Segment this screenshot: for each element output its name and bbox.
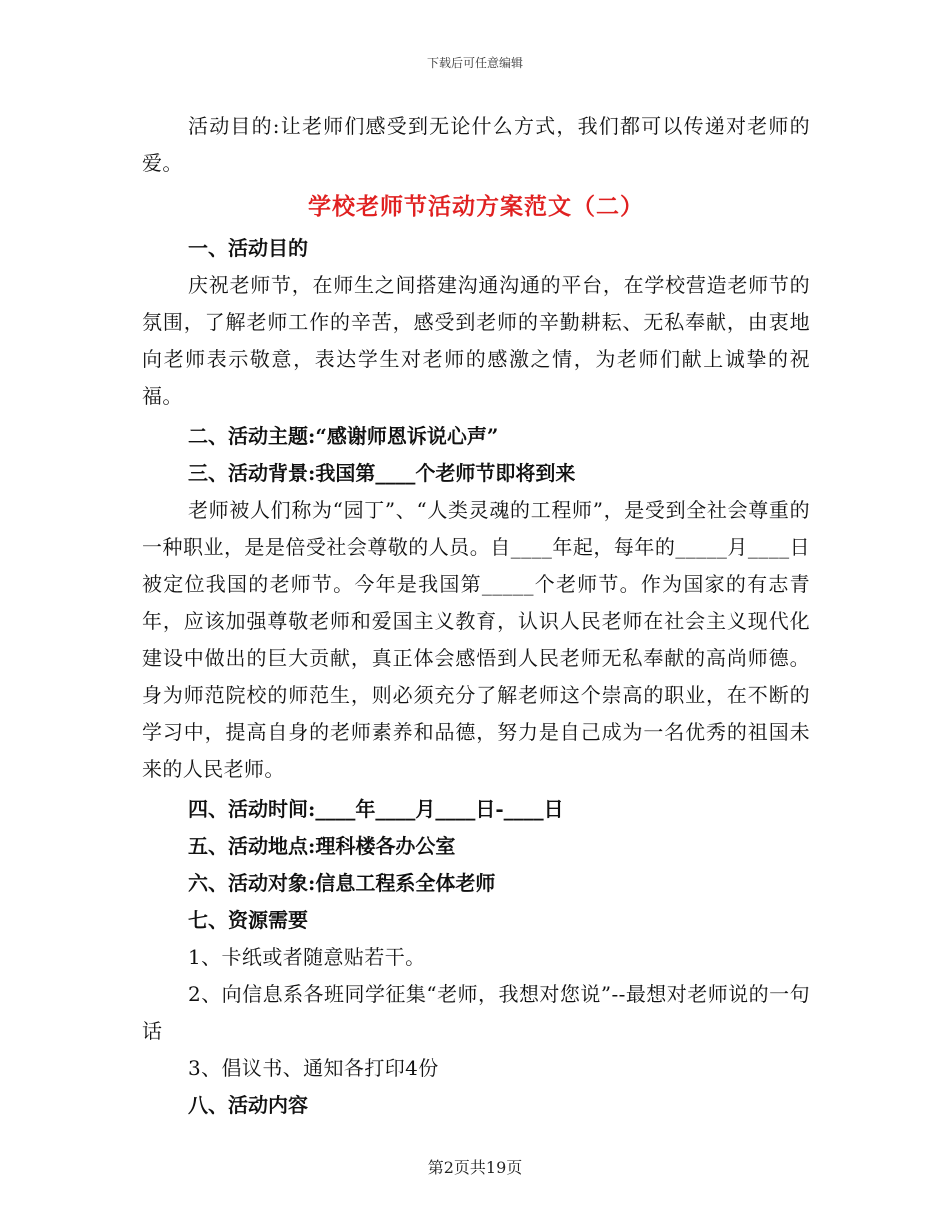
page-footer: 第2页共19页 [427,1158,523,1177]
section-7-heading: 七、资源需要 [188,908,308,932]
intro-paragraph: 活动目的:让老师们感受到无论什么方式，我们都可以传递对老师的爱。 [142,114,810,175]
section-6-heading: 六、活动对象:信息工程系全体老师 [188,871,496,895]
document-title: 学校老师节活动方案范文（二） [308,193,644,220]
section-5-heading: 五、活动地点:理科楼各办公室 [188,834,456,858]
section-3-heading: 三、活动背景:我国第____个老师节即将到来 [188,461,576,485]
section-7-item-3: 3、倡议书、通知各打印4份 [188,1056,439,1080]
document-body [142,108,810,1124]
section-7-item-1: 1、卡纸或者随意贴若干。 [188,945,426,969]
section-3-body: 老师被人们称为“园丁”、“人类灵魂的工程师”，是受到全社会尊重的一种职业，是是倍受社会尊敬的人员。自____年起，每年的_____月____日被定位我国的老师节。今年是我国第_____个老师节。作为国家的有志青年，应该加强尊敬老师和爱国主义教育，认识人民老师在社会主义现代化建设中做出的巨大贡献，真正体会感悟到人民老师无私奉献的高尚师德。身为师范院校的师范生，则必须充分了解老师这个崇高的职业，在不断的学习中，提高自身的老师素养和品德，努力是自己成为一名优秀的祖国未来的人民老师。 [142,498,810,781]
section-7-item-2: 2、向信息系各班同学征集“老师，我想对您说”--最想对老师说的一句话 [142,982,810,1043]
section-2-heading: 二、活动主题:“感谢师恩诉说心声” [188,424,499,448]
section-1-heading: 一、活动目的 [188,236,308,260]
section-1-body: 庆祝老师节，在师生之间搭建沟通沟通的平台，在学校营造老师节的氛围，了解老师工作的辛苦，感受到老师的辛勤耕耘、无私奉献，由衷地向老师表示敬意，表达学生对老师的感激之情，为老师们献上诚挚的祝福。 [142,273,810,408]
section-8-heading: 八、活动内容 [188,1093,308,1117]
page-header: 下载后可任意编辑 [426,56,523,70]
section-4-heading: 四、活动时间:____年____月____日-____日 [188,797,564,821]
